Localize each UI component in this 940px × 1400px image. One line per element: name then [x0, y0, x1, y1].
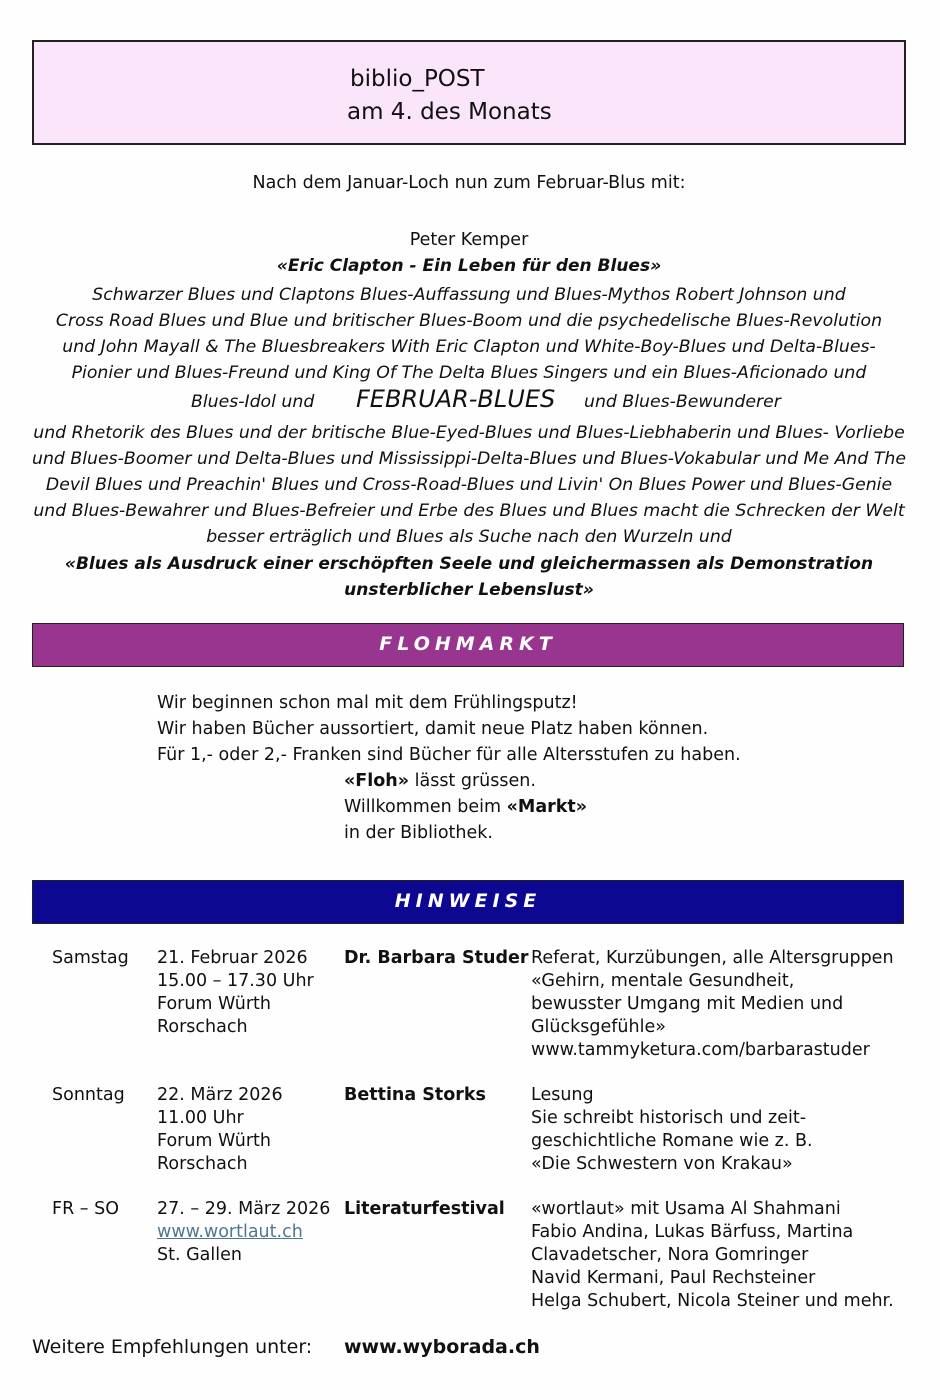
flohmarkt-line: Wir haben Bücher aussortiert, damit neue Platz haben können. — [157, 719, 709, 739]
header-box — [32, 40, 906, 145]
event-venue: Forum Würth — [157, 1131, 271, 1151]
blues-middle-line — [0, 386, 940, 420]
newsletter-subtitle: am 4. des Monats — [347, 99, 552, 125]
event-desc-line: Clavadetscher, Nora Gomringer — [531, 1245, 809, 1265]
event-details — [157, 1084, 283, 1176]
book-title: «Eric Clapton - Ein Leben für den Blues» — [276, 256, 662, 276]
blues-mid-left: Blues-Idol und — [191, 392, 315, 412]
blues-line: Schwarzer Blues und Claptons Blues-Auffassung und Blues-Mythos Robert Johnson und — [92, 285, 846, 305]
newsletter-title: biblio_POST — [350, 66, 485, 92]
event-who: Dr. Barbara Studer — [344, 948, 529, 968]
event-date: 27. – 29. März 2026 — [157, 1199, 331, 1219]
event-url: www.tammyketura.com/barbarastuder — [531, 1040, 870, 1060]
blues-line: macht die Schrecken der Welt besser erträglich und Blues als Suche nach den Wurzeln und — [206, 501, 905, 547]
floh-line — [344, 768, 587, 794]
floh-rest: lässt grüssen. — [409, 771, 536, 791]
event-desc-line: Sie schreibt historisch und zeit- — [531, 1108, 807, 1128]
event-desc-line: «wortlaut» mit Usama Al Shahmani — [531, 1199, 841, 1219]
blues-line: Power und Blues-Genie und Blues-Bewahrer und Blues-Befreier und Erbe des Blues und Blues — [33, 475, 893, 521]
flohmarkt-heading: FLOHMARKT — [32, 623, 904, 667]
blues-line: und Me And The Devil Blues und Preachin' Blues und Cross-Road-Blues und Livin' On Blues — [45, 449, 906, 495]
event-desc — [531, 947, 894, 1062]
event-place: Rorschach — [157, 1154, 248, 1174]
event-who: Literaturfestival — [344, 1199, 505, 1219]
event-date: 21. Februar 2026 — [157, 948, 308, 968]
event-desc-line: Helga Schubert, Nicola Steiner und mehr. — [531, 1291, 894, 1311]
event-desc-line: Referat, Kurzübungen, alle Altersgruppen — [531, 948, 894, 968]
markt-line — [344, 794, 587, 820]
blues-line: Vorliebe und Blues-Boomer und Delta-Blues und Mississippi-Delta-Blues und Blues-Vokabular — [32, 423, 905, 469]
event-desc-line: bewusster Umgang mit Medien und — [531, 994, 844, 1014]
flohmarkt-line: Wir beginnen schon mal mit dem Frühlingsputz! — [157, 693, 578, 713]
event-desc-line: «Gehirn, mentale Gesundheit, — [531, 971, 795, 991]
quote-line: unsterblicher Lebenslust» — [344, 580, 594, 600]
blues-mid-right: und Blues-Bewunderer — [584, 392, 781, 412]
event-desc-line: Lesung — [531, 1085, 594, 1105]
wortlaut-link[interactable]: www.wortlaut.ch — [157, 1222, 303, 1242]
blues-line: Pionier und Blues-Freund und King Of The Delta Blues Singers und ein Blues-Aficionado und — [71, 363, 867, 383]
event-day: Sonntag — [52, 1085, 125, 1105]
intro-text: Nach dem Januar-Loch nun zum Februar-Blus mit: — [252, 173, 686, 193]
event-desc-line: Navid Kermani, Paul Rechsteiner — [531, 1268, 816, 1288]
book-author: Peter Kemper — [409, 230, 529, 250]
event-desc — [531, 1084, 813, 1176]
footer-link[interactable]: www.wyborada.ch — [344, 1336, 540, 1358]
event-day: FR – SO — [52, 1199, 119, 1219]
event-desc — [531, 1198, 894, 1313]
blues-line: und Rhetorik des Blues und der britische Blue-Eyed-Blues und Blues-Liebhaberin und Blues- — [33, 423, 829, 443]
event-desc-line: «Die Schwestern von Krakau» — [531, 1154, 793, 1174]
event-who: Bettina Storks — [344, 1085, 486, 1105]
event-desc-line: geschichtliche Romane wie z. B. — [531, 1131, 813, 1151]
event-desc-line: Glücksgefühle» — [531, 1017, 666, 1037]
bibliothek-line: in der Bibliothek. — [344, 823, 493, 843]
event-place: Rorschach — [157, 1017, 248, 1037]
event-details — [157, 947, 314, 1039]
blues-paragraph-a — [32, 282, 906, 386]
willkommen-text: Willkommen beim — [344, 797, 507, 817]
event-time: 15.00 – 17.30 Uhr — [157, 971, 314, 991]
februar-blues-heading: FEBRUAR-BLUES — [356, 385, 556, 413]
footer-label: Weitere Empfehlungen unter: — [32, 1336, 313, 1358]
blues-paragraph-b — [32, 420, 906, 550]
floh-bold: «Floh» — [344, 771, 410, 791]
blues-line: Cross Road Blues und Blue und britischer Blues-Boom und die psychedelische Blues-Revolution — [55, 311, 883, 331]
flohmarkt-greeting — [344, 768, 587, 846]
flohmarkt-text — [157, 690, 741, 768]
markt-bold: «Markt» — [506, 797, 588, 817]
event-time: 11.00 Uhr — [157, 1108, 244, 1128]
event-venue: Forum Würth — [157, 994, 271, 1014]
event-desc-line: Fabio Andina, Lukas Bärfuss, Martina — [531, 1222, 854, 1242]
quote-line: «Blues als Ausdruck einer erschöpften Seele und gleichermassen als Demonstration — [64, 554, 874, 574]
event-place: St. Gallen — [157, 1245, 242, 1265]
event-date: 22. März 2026 — [157, 1085, 283, 1105]
blues-line: und John Mayall & The Bluesbreakers With Eric Clapton und White-Boy-Blues und Delta-Blues- — [62, 337, 876, 357]
hinweise-heading: HINWEISE — [32, 880, 904, 924]
blues-quote — [32, 551, 906, 603]
event-day: Samstag — [52, 948, 129, 968]
event-details — [157, 1198, 330, 1267]
flohmarkt-line: Für 1,- oder 2,- Franken sind Bücher für alle Altersstufen zu haben. — [157, 745, 741, 765]
